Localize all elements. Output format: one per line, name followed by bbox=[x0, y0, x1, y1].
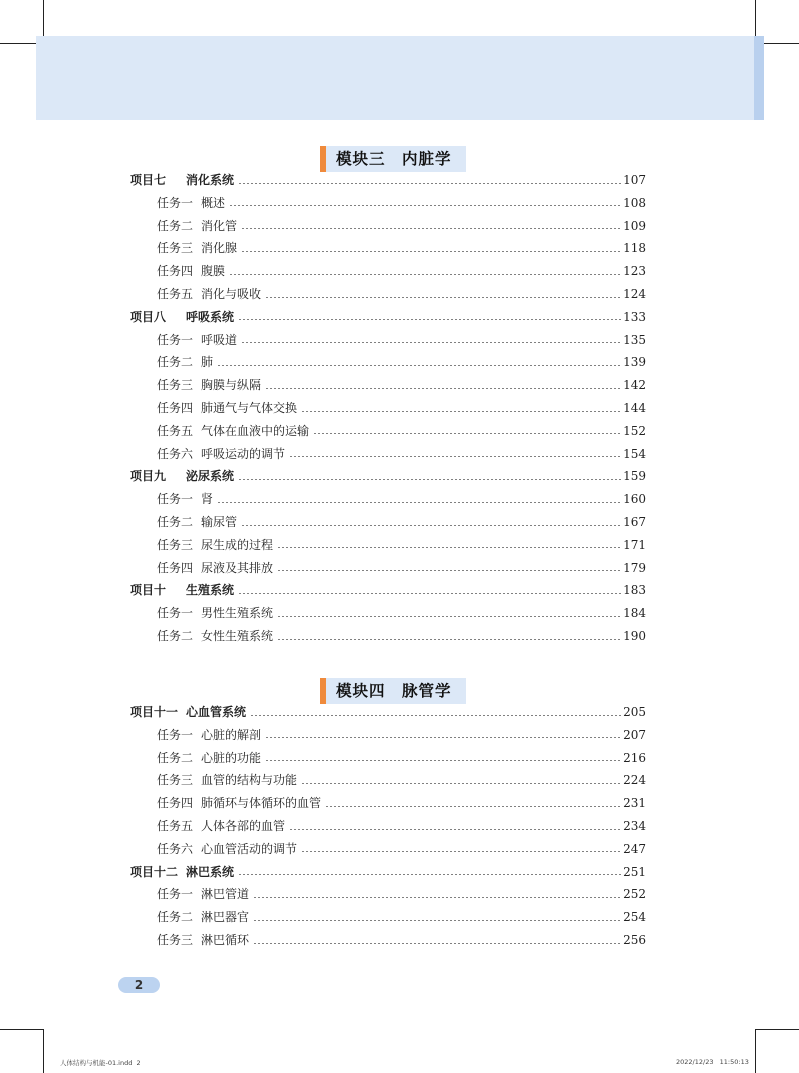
toc-task-row[interactable] bbox=[157, 488, 646, 510]
toc-task-row[interactable] bbox=[157, 374, 646, 396]
task-number: 任务三 bbox=[157, 537, 194, 552]
task-title: 尿液及其排放 bbox=[201, 560, 274, 575]
toc-task-row[interactable] bbox=[157, 215, 646, 237]
page-ref: 108 bbox=[623, 195, 646, 210]
page-ref: 183 bbox=[623, 583, 646, 598]
task-number: 任务一 bbox=[157, 606, 194, 621]
task-title: 腹膜 bbox=[201, 264, 226, 279]
task-title: 人体各部的血管 bbox=[201, 819, 286, 833]
project-number: 项目十 bbox=[130, 583, 167, 598]
task-number: 任务三 bbox=[157, 241, 194, 256]
dot-leader bbox=[325, 806, 621, 807]
dot-leader bbox=[241, 251, 621, 252]
task-title: 心脏的解剖 bbox=[201, 727, 262, 742]
footer-timestamp: 2022/12/23 11:50:13 bbox=[676, 1058, 749, 1066]
page-ref: 205 bbox=[623, 705, 646, 719]
toc-task-row[interactable] bbox=[157, 237, 646, 259]
dot-leader bbox=[289, 829, 621, 830]
toc-project-row[interactable] bbox=[130, 579, 646, 601]
dot-leader bbox=[241, 525, 621, 526]
dot-leader bbox=[229, 205, 621, 206]
task-number: 任务一 bbox=[157, 727, 194, 742]
project-number: 项目十一 bbox=[130, 705, 179, 719]
project-number: 项目九 bbox=[130, 469, 167, 484]
dot-leader bbox=[238, 593, 621, 594]
toc-task-row[interactable] bbox=[157, 192, 646, 214]
page-ref: 256 bbox=[623, 933, 646, 947]
dot-leader bbox=[265, 760, 621, 761]
toc-task-row[interactable] bbox=[157, 883, 646, 905]
task-number: 任务一 bbox=[157, 492, 194, 507]
project-number: 项目十二 bbox=[130, 864, 179, 879]
dot-leader bbox=[265, 737, 621, 738]
task-title: 概述 bbox=[201, 195, 226, 210]
task-title: 胸膜与纵隔 bbox=[201, 378, 262, 393]
task-number: 任务一 bbox=[157, 195, 194, 210]
dot-leader bbox=[277, 616, 621, 617]
toc-task-row[interactable] bbox=[157, 769, 646, 791]
dot-leader bbox=[265, 297, 621, 298]
page-ref: 247 bbox=[623, 841, 646, 856]
page-ref: 152 bbox=[623, 423, 646, 438]
page-ref: 107 bbox=[623, 173, 646, 187]
task-title: 输尿管 bbox=[201, 515, 238, 529]
dot-leader bbox=[301, 783, 621, 784]
page-ref: 179 bbox=[623, 560, 646, 575]
dot-leader bbox=[238, 319, 621, 320]
task-number: 任务二 bbox=[157, 355, 194, 370]
task-title: 肺通气与气体交换 bbox=[201, 401, 298, 415]
toc-task-row[interactable] bbox=[157, 906, 646, 928]
page-ref: 160 bbox=[623, 492, 646, 507]
dot-leader bbox=[313, 433, 621, 434]
task-title: 女性生殖系统 bbox=[201, 629, 274, 643]
page-ref: 142 bbox=[623, 378, 646, 393]
task-title: 淋巴器官 bbox=[201, 910, 250, 925]
dot-leader bbox=[301, 411, 621, 412]
project-title: 生殖系统 bbox=[186, 583, 235, 598]
task-title: 肺 bbox=[201, 355, 214, 370]
page-ref: 184 bbox=[623, 606, 646, 621]
page-ref: 124 bbox=[623, 287, 646, 301]
task-title: 尿生成的过程 bbox=[201, 537, 274, 552]
toc-task-row[interactable] bbox=[157, 602, 646, 624]
toc-task-row[interactable] bbox=[157, 329, 646, 351]
toc-task-row[interactable] bbox=[157, 815, 646, 837]
dot-leader bbox=[241, 342, 621, 343]
toc-task-row[interactable] bbox=[157, 534, 646, 556]
task-title: 心血管活动的调节 bbox=[201, 841, 298, 856]
toc-task-row[interactable] bbox=[157, 260, 646, 282]
page-ref: 254 bbox=[623, 910, 646, 925]
toc-task-row[interactable] bbox=[157, 557, 646, 579]
toc-project-row[interactable] bbox=[130, 701, 646, 723]
dot-leader bbox=[277, 547, 621, 548]
task-title: 消化管 bbox=[201, 218, 238, 233]
task-number: 任务二 bbox=[157, 910, 194, 925]
task-number: 任务二 bbox=[157, 629, 194, 643]
task-title: 心脏的功能 bbox=[201, 750, 262, 765]
dot-leader bbox=[253, 943, 621, 944]
task-title: 呼吸道 bbox=[201, 332, 238, 347]
page-ref: 135 bbox=[623, 332, 646, 347]
project-title: 泌尿系统 bbox=[186, 469, 235, 484]
task-number: 任务四 bbox=[157, 560, 194, 575]
toc-task-row[interactable] bbox=[157, 443, 646, 465]
dot-leader bbox=[277, 639, 621, 640]
project-number: 项目七 bbox=[130, 173, 167, 187]
task-title: 血管的结构与功能 bbox=[201, 773, 298, 788]
toc-task-row[interactable] bbox=[157, 838, 646, 860]
dot-leader bbox=[253, 920, 621, 921]
task-number: 任务三 bbox=[157, 378, 194, 393]
page-ref: 252 bbox=[623, 887, 646, 902]
project-title: 淋巴系统 bbox=[186, 864, 235, 879]
toc-project-row[interactable] bbox=[130, 306, 646, 328]
dot-leader bbox=[250, 715, 621, 716]
footer-file-info: 人体结构与机能-01.indd 2 bbox=[60, 1059, 141, 1067]
page-ref: 123 bbox=[623, 264, 646, 279]
page-ref: 133 bbox=[623, 309, 646, 324]
page-ref: 167 bbox=[623, 515, 646, 529]
toc-project-row[interactable] bbox=[130, 169, 646, 191]
project-title: 消化系统 bbox=[186, 173, 235, 187]
dot-leader bbox=[238, 479, 621, 480]
task-title: 消化腺 bbox=[201, 241, 238, 256]
task-title: 消化与吸收 bbox=[201, 287, 262, 301]
task-number: 任务二 bbox=[157, 750, 194, 765]
task-number: 任务二 bbox=[157, 218, 194, 233]
task-title: 男性生殖系统 bbox=[201, 606, 274, 621]
dot-leader bbox=[277, 570, 621, 571]
task-title: 肺循环与体循环的血管 bbox=[201, 796, 322, 811]
page-ref: 207 bbox=[623, 727, 646, 742]
task-number: 任务四 bbox=[157, 401, 194, 415]
dot-leader bbox=[217, 365, 621, 366]
page-ref: 231 bbox=[623, 796, 646, 811]
toc-task-row[interactable] bbox=[157, 625, 646, 647]
page-ref: 139 bbox=[623, 355, 646, 370]
page-ref: 159 bbox=[623, 469, 646, 484]
toc-task-row[interactable] bbox=[157, 792, 646, 814]
header-stripe bbox=[754, 36, 764, 120]
dot-leader bbox=[253, 897, 621, 898]
page-ref: 190 bbox=[623, 629, 646, 643]
task-number: 任务五 bbox=[157, 423, 194, 438]
dot-leader bbox=[289, 456, 621, 457]
project-title: 呼吸系统 bbox=[186, 309, 235, 324]
task-number: 任务三 bbox=[157, 773, 194, 788]
task-number: 任务三 bbox=[157, 933, 194, 947]
toc-task-row[interactable] bbox=[157, 511, 646, 533]
page-ref: 144 bbox=[623, 401, 646, 415]
page-ref: 154 bbox=[623, 446, 646, 461]
task-number: 任务四 bbox=[157, 264, 194, 279]
page-ref: 171 bbox=[623, 537, 646, 552]
task-number: 任务五 bbox=[157, 819, 194, 833]
crop-mark bbox=[43, 1029, 44, 1073]
header-band bbox=[36, 36, 754, 120]
task-number: 任务六 bbox=[157, 446, 194, 461]
toc-task-row[interactable] bbox=[157, 283, 646, 305]
dot-leader bbox=[217, 502, 621, 503]
toc-project-row[interactable] bbox=[130, 861, 646, 883]
dot-leader bbox=[238, 183, 621, 184]
page-ref: 251 bbox=[623, 864, 646, 879]
task-number: 任务二 bbox=[157, 515, 194, 529]
task-number: 任务一 bbox=[157, 887, 194, 902]
toc-task-row[interactable] bbox=[157, 420, 646, 442]
task-title: 呼吸运动的调节 bbox=[201, 446, 286, 461]
page-number: 2 bbox=[118, 977, 160, 993]
page-ref: 118 bbox=[623, 241, 646, 256]
page-ref: 109 bbox=[623, 218, 646, 233]
page-ref: 234 bbox=[623, 819, 646, 833]
task-title: 淋巴管道 bbox=[201, 887, 250, 902]
crop-mark bbox=[755, 1029, 756, 1073]
module-title: 模块三 内脏学 bbox=[320, 146, 466, 172]
dot-leader bbox=[241, 228, 621, 229]
page-ref: 224 bbox=[623, 773, 646, 788]
crop-mark bbox=[755, 1029, 799, 1030]
task-number: 任务四 bbox=[157, 796, 194, 811]
task-title: 肾 bbox=[201, 492, 214, 507]
toc-task-row[interactable] bbox=[157, 747, 646, 769]
toc-task-row[interactable] bbox=[157, 724, 646, 746]
project-title: 心血管系统 bbox=[186, 705, 247, 719]
module-title: 模块四 脉管学 bbox=[320, 678, 466, 704]
page-ref: 216 bbox=[623, 750, 646, 765]
task-number: 任务五 bbox=[157, 287, 194, 301]
task-title: 淋巴循环 bbox=[201, 933, 250, 947]
dot-leader bbox=[265, 388, 621, 389]
dot-leader bbox=[229, 274, 621, 275]
dot-leader bbox=[238, 874, 621, 875]
toc-task-row[interactable] bbox=[157, 351, 646, 373]
project-number: 项目八 bbox=[130, 309, 167, 324]
task-title: 气体在血液中的运输 bbox=[201, 423, 310, 438]
crop-mark bbox=[0, 1029, 44, 1030]
dot-leader bbox=[301, 851, 621, 852]
task-number: 任务一 bbox=[157, 332, 194, 347]
toc-project-row[interactable] bbox=[130, 465, 646, 487]
toc-task-row[interactable] bbox=[157, 397, 646, 419]
task-number: 任务六 bbox=[157, 841, 194, 856]
toc-task-row[interactable] bbox=[157, 929, 646, 951]
